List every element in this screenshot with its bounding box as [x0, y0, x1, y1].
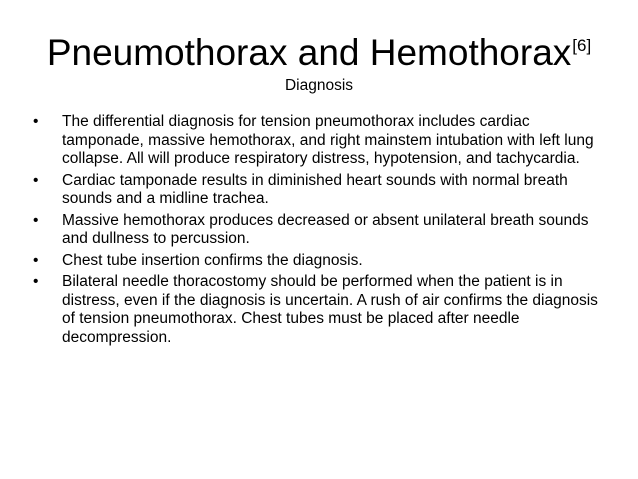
bullet-text: Chest tube insertion confirms the diagnosis.: [62, 251, 363, 269]
slide-title: [0, 24, 638, 75]
bullet-icon: •: [33, 171, 39, 189]
bullet-item: [32, 252, 610, 271]
bullet-text: The differential diagnosis for tension pneumothorax includes cardiac tamponade, massive hemothorax, and right mainstem intubation with left lung collapse. All will produce respiratory distress, hypotension, and tachycardia.: [62, 113, 594, 167]
bullet-text: Bilateral needle thoracostomy should be performed when the patient is in distress, even if the diagnosis is uncertain. A rush of air confirms the diagnosis of tension pneumothorax. Chest tubes must be placed after needle decompression.: [62, 273, 598, 346]
bullet-item: [32, 172, 610, 209]
slide-title-text: Pneumothorax and Hemothorax: [46, 32, 572, 73]
bullet-item: [32, 212, 610, 249]
bullet-icon: •: [33, 273, 39, 290]
slide-subtitle: Diagnosis: [284, 77, 354, 94]
citation-reference: [6]: [572, 36, 592, 55]
bullet-icon: •: [33, 211, 39, 229]
bullet-text: Cardiac tamponade results in diminished heart sounds with normal breath sounds and a midline trachea.: [62, 171, 568, 207]
bullet-text: Massive hemothorax produces decreased or absent unilateral breath sounds and dullness to percussion.: [62, 211, 589, 247]
bullet-icon: •: [33, 113, 39, 130]
bullet-item: [32, 113, 610, 169]
bullet-list: [32, 113, 610, 350]
bullet-item: [32, 273, 610, 347]
bullet-icon: •: [33, 251, 39, 269]
